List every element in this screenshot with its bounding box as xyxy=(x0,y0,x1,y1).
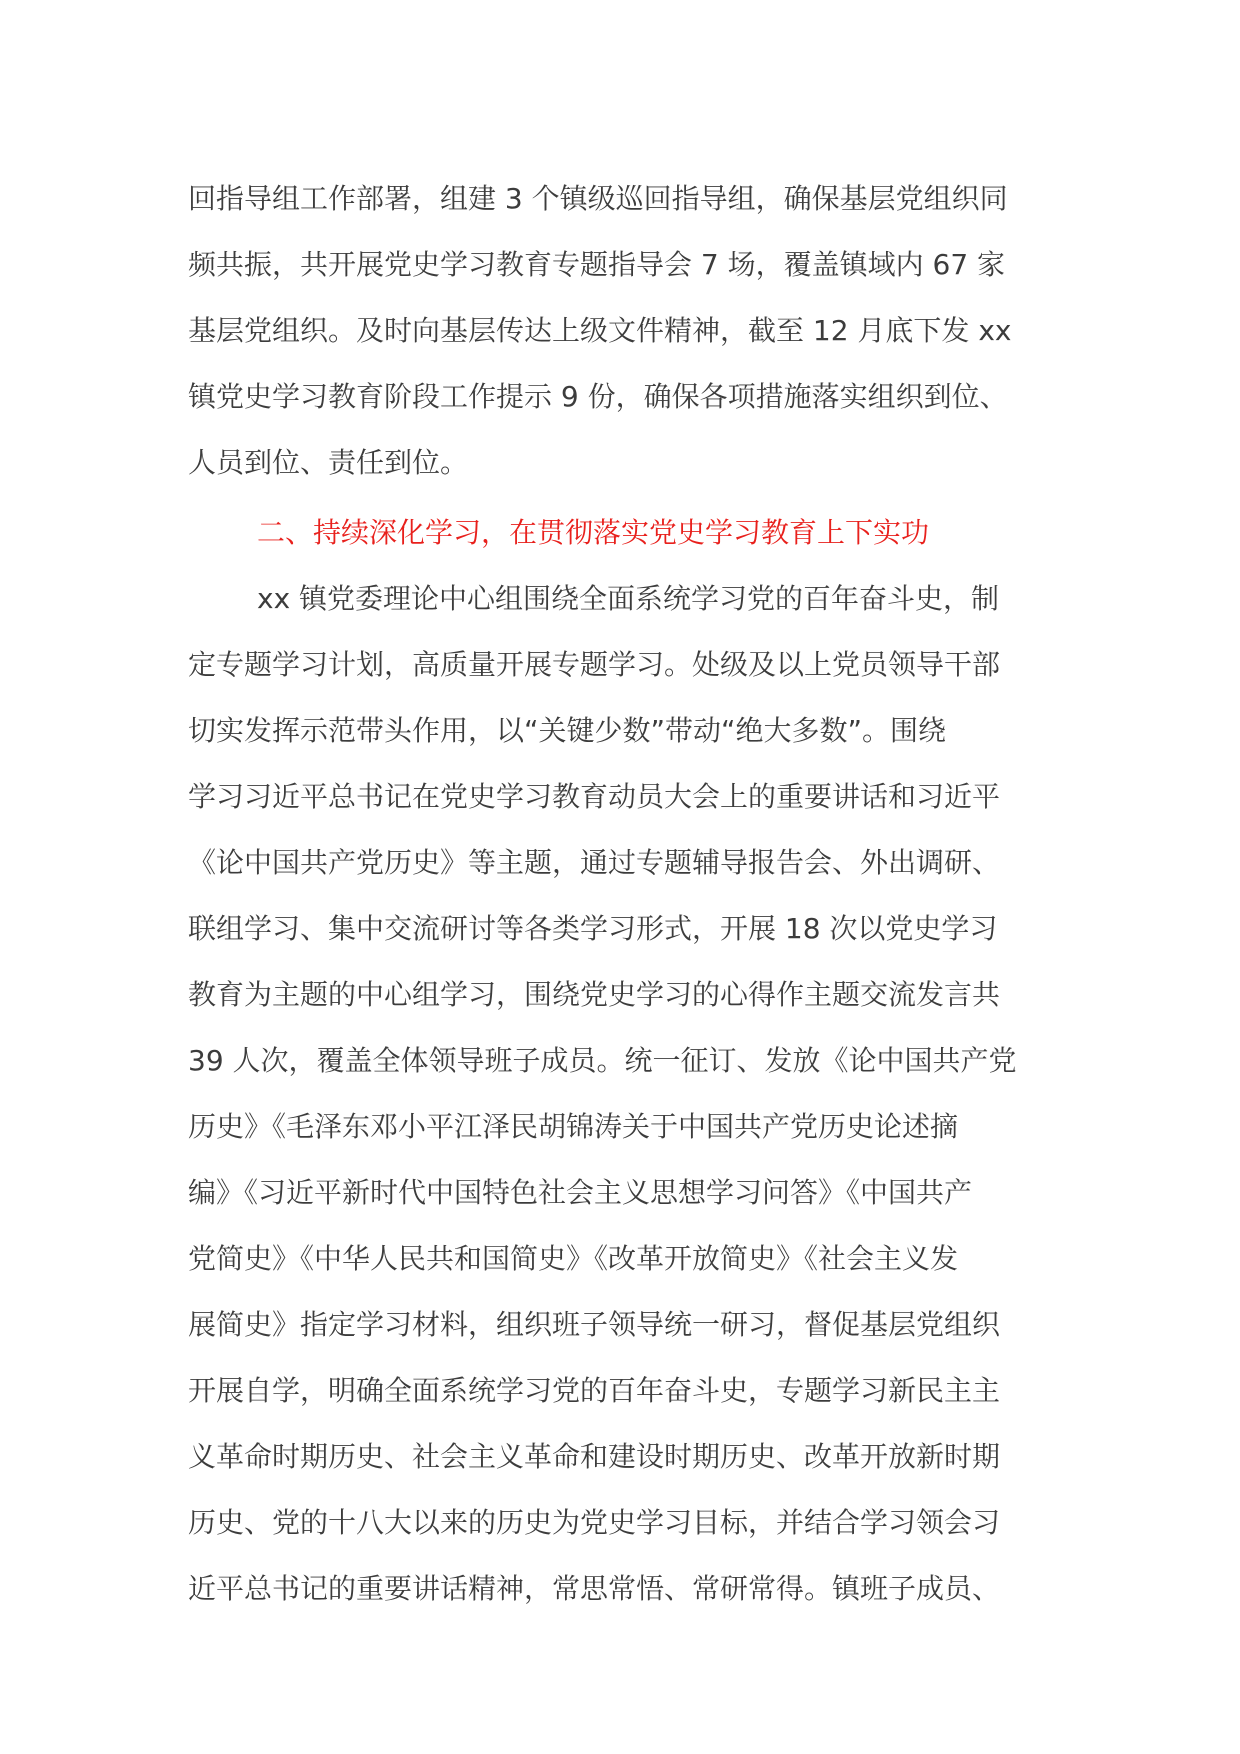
section-heading xyxy=(188,500,1068,566)
paragraph-2-line: 教育为主题的中心组学习，围绕党史学习的心得作主题交流发言共 xyxy=(188,978,1001,1011)
paragraph-1-line: 镇党史学习教育阶段工作提示 9 份，确保各项措施落实组织到位、 xyxy=(188,380,1008,413)
paragraph-2-line: 义革命时期历史、社会主义革命和建设时期历史、改革开放新时期 xyxy=(188,1440,1001,1473)
paragraph-2-line: 近平总书记的重要讲话精神，常思常悟、常研常得。镇班子成员、 xyxy=(188,1572,1001,1605)
paragraph-2-line: 展简史》指定学习材料，组织班子领导统一研习，督促基层党组织 xyxy=(188,1308,1001,1341)
paragraph-2-line: 历史、党的十八大以来的历史为党史学习目标，并结合学习领会习 xyxy=(188,1506,1001,1539)
paragraph-1 xyxy=(188,166,1068,496)
paragraph-2-line: xx 镇党委理论中心组围绕全面系统学习党的百年奋斗史，制 xyxy=(257,582,1000,615)
paragraph-2-line: 编》《习近平新时代中国特色社会主义思想学习问答》《中国共产 xyxy=(188,1176,973,1209)
paragraph-2-line: 历史》《毛泽东邓小平江泽民胡锦涛关于中国共产党历史论述摘 xyxy=(188,1110,959,1143)
paragraph-2-line: 39 人次，覆盖全体领导班子成员。统一征订、发放《论中国共产党 xyxy=(188,1044,1017,1077)
paragraph-2-line: 党简史》《中华人民共和国简史》《改革开放简史》《社会主义发 xyxy=(188,1242,959,1275)
paragraph-2-line: 联组学习、集中交流研讨等各类学习形式，开展 18 次以党史学习 xyxy=(188,912,998,945)
paragraph-2-line: 开展自学，明确全面系统学习党的百年奋斗史，专题学习新民主主 xyxy=(188,1374,1001,1407)
paragraph-2-line: 切实发挥示范带头作用，以“关键少数”带动“绝大多数”。围绕 xyxy=(188,714,947,747)
paragraph-1-line: 回指导组工作部署，组建 3 个镇级巡回指导组，确保基层党组织同 xyxy=(188,182,1008,215)
paragraph-1-line: 基层党组织。及时向基层传达上级文件精神，截至 12 月底下发 xx xyxy=(188,314,1012,347)
paragraph-2-line: 学习习近平总书记在党史学习教育动员大会上的重要讲话和习近平 xyxy=(188,780,1001,813)
paragraph-2-line: 定专题学习计划，高质量开展专题学习。处级及以上党员领导干部 xyxy=(188,648,1001,681)
paragraph-1-line: 频共振，共开展党史学习教育专题指导会 7 场，覆盖镇域内 67 家 xyxy=(188,248,1006,281)
section-heading-text: 二、持续深化学习，在贯彻落实党史学习教育上下实功 xyxy=(257,516,930,549)
paragraph-1-line: 人员到位、责任到位。 xyxy=(188,446,469,479)
paragraph-2 xyxy=(188,566,1068,1622)
paragraph-2-line: 《论中国共产党历史》等主题，通过专题辅导报告会、外出调研、 xyxy=(188,846,1001,879)
